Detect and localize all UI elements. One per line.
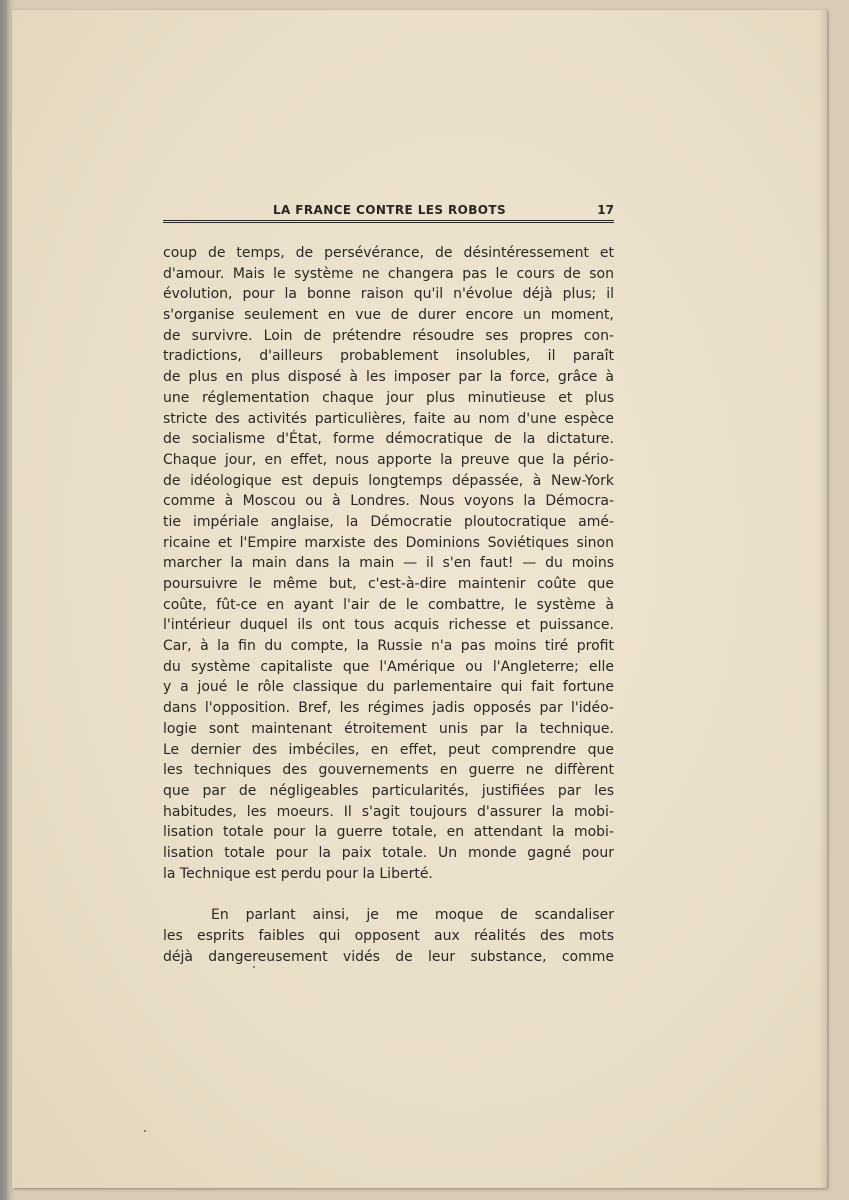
text-line: Chaque jour, en effet, nous apporte la preuve que la pério- bbox=[163, 451, 614, 468]
text-line: lisation totale pour la guerre totale, en attendant la mobi- bbox=[163, 824, 614, 841]
text-line: de survivre. Loin de prétendre résoudre ses propres con- bbox=[163, 327, 614, 344]
text-line: une réglementation chaque jour plus minutieuse et plus bbox=[163, 389, 614, 406]
page-edge-shadow bbox=[819, 10, 827, 1188]
text-line: stricte des activités particulières, faite au nom d'une espèce bbox=[163, 410, 614, 427]
text-line: déjà dangereusement vidés de leur substance, comme bbox=[163, 948, 614, 965]
header-rule bbox=[163, 220, 614, 223]
text-line: comme à Moscou ou à Londres. Nous voyons la Démocra- bbox=[163, 493, 614, 510]
paragraph bbox=[163, 243, 614, 884]
text-line: poursuivre le même but, c'est-à-dire maintenir coûte que bbox=[163, 576, 614, 592]
text-line: évolution, pour la bonne raison qu'il n'évolue déjà plus; il bbox=[163, 286, 614, 303]
text-line: logie sont maintenant étroitement unis par la technique. bbox=[163, 720, 614, 737]
paper-speck bbox=[253, 966, 255, 968]
text-line: de socialisme d'État, forme démocratique de la dictature. bbox=[163, 431, 614, 448]
text-line: En parlant ainsi, je me moque de scandaliser bbox=[211, 907, 614, 924]
text-line: Le dernier des imbéciles, en effet, peut comprendre que bbox=[163, 741, 614, 758]
text-line: ricaine et l'Empire marxiste des Dominions Soviétiques sinon bbox=[163, 534, 614, 551]
text-line: tie impériale anglaise, la Démocratie ploutocratique amé- bbox=[163, 513, 614, 530]
text-line: Car, à la fin du compte, la Russie n'a pas moins tiré profit bbox=[163, 638, 614, 655]
paragraph-gap bbox=[163, 884, 614, 905]
text-line: de idéologique est depuis longtemps dépassée, à New-York bbox=[163, 472, 614, 489]
text-line: marcher la main dans la main — il s'en faut! — du moins bbox=[163, 555, 614, 572]
body-text bbox=[163, 243, 614, 967]
text-line: que par de négligeables particularités, justifiées par les bbox=[163, 782, 614, 799]
paper-speck bbox=[144, 1130, 146, 1132]
text-line: l'intérieur duquel ils ont tous acquis richesse et puissance. bbox=[163, 617, 614, 634]
text-line: la Technique est perdu pour la Liberté. bbox=[163, 865, 433, 882]
text-line: s'organise seulement en vue de durer encore un moment, bbox=[163, 307, 614, 324]
text-line: lisation totale pour la paix totale. Un monde gagné pour bbox=[163, 844, 614, 861]
text-line: coûte, fût-ce en ayant l'air de le combattre, le système à bbox=[163, 596, 614, 613]
text-line: les techniques des gouvernements en guerre ne diffèrent bbox=[163, 762, 614, 779]
text-line: dans l'opposition. Bref, les régimes jadis opposés par l'idéo- bbox=[163, 700, 614, 717]
text-line: d'amour. Mais le système ne changera pas le cours de son bbox=[163, 265, 614, 282]
text-line: habitudes, les moeurs. Il s'agit toujours d'assurer la mobi- bbox=[163, 803, 614, 820]
text-line: y a joué le rôle classique du parlementaire qui fait fortune bbox=[163, 679, 614, 696]
paragraph bbox=[163, 905, 614, 967]
text-line: du système capitaliste que l'Amérique ou l'Angleterre; elle bbox=[163, 658, 614, 675]
text-line: tradictions, d'ailleurs probablement insolubles, il paraît bbox=[163, 348, 614, 365]
text-line: de plus en plus disposé à les imposer par la force, grâce à bbox=[163, 369, 614, 386]
text-line: les esprits faibles qui opposent aux réalités des mots bbox=[163, 928, 614, 944]
running-head bbox=[163, 194, 614, 224]
text-line: coup de temps, de persévérance, de désintéressement et bbox=[163, 245, 614, 261]
running-head-title: LA FRANCE CONTRE LES ROBOTS bbox=[273, 203, 506, 217]
page-number: 17 bbox=[597, 203, 614, 217]
